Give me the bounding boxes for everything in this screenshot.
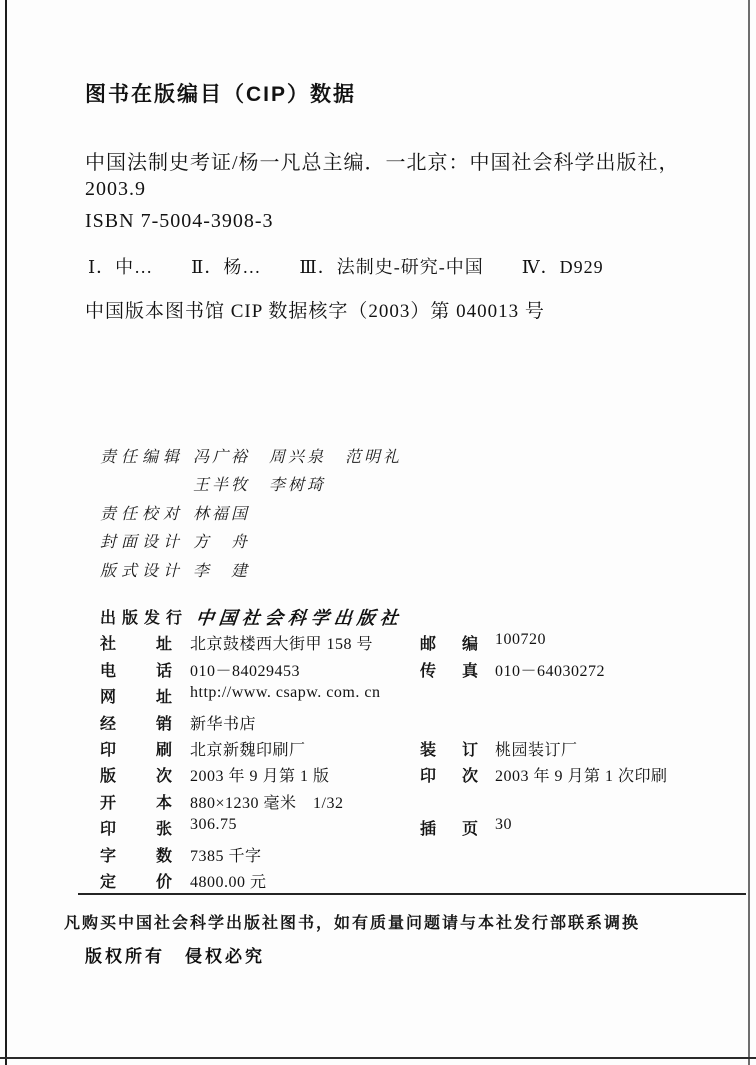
field-label — [100, 816, 172, 839]
isbn-number: ISBN 7-5004-3908-3 — [85, 210, 274, 232]
label-char: 价 — [155, 873, 172, 891]
label-char: 订 — [461, 741, 478, 759]
cip-entry-line2: 2003.9 — [85, 178, 146, 200]
copyright-statement: 版权所有 侵权必究 — [85, 947, 265, 966]
label-char: 次 — [155, 768, 172, 786]
field-value: 新华书店 — [190, 715, 257, 733]
field-label — [100, 631, 172, 654]
publisher-name-script: 中国社会科学出版社 — [194, 608, 404, 628]
field-value-right: 2003 年 9 月第 1 次印刷 — [495, 768, 668, 786]
staff-row — [0, 472, 756, 500]
staff-row — [0, 558, 756, 586]
pub-row-wordcount — [0, 842, 756, 868]
cip-classification-line: Ⅰ．中… Ⅱ．杨… Ⅲ．法制史-研究-中国 Ⅳ．D929 — [88, 257, 604, 277]
field-label-right — [420, 658, 478, 681]
field-label-right — [420, 631, 478, 654]
scan-bottom-edge-line — [0, 1057, 756, 1059]
label-char: 销 — [155, 715, 172, 733]
field-value: 306.75 — [190, 816, 237, 834]
label-char: 张 — [155, 821, 172, 839]
staff-names: 方 舟 — [193, 534, 251, 552]
pub-row-distribution — [0, 710, 756, 736]
editorial-staff-block — [0, 444, 756, 586]
horizontal-divider-rule — [78, 893, 746, 895]
field-label — [100, 843, 172, 866]
staff-row — [0, 529, 756, 557]
label-char: 印 — [100, 741, 117, 759]
pub-row-phone — [0, 657, 756, 683]
label-char: 印 — [420, 768, 437, 786]
label-char: 刷 — [155, 741, 172, 759]
field-value-right: 桃园装订厂 — [495, 741, 578, 759]
quality-notice-text: 凡购买中国社会科学出版社图书，如有质量问题请与本社发行部联系调换 — [64, 915, 641, 932]
field-value-right: 010－64030272 — [495, 662, 606, 680]
label-char: 社 — [100, 636, 117, 654]
field-value: 北京鼓楼西大街甲 158 号 — [190, 636, 374, 654]
publisher-row — [0, 604, 756, 630]
label-char: 数 — [155, 847, 172, 865]
label-char: 真 — [461, 662, 478, 680]
pub-row-edition — [0, 762, 756, 788]
publishing-info-block — [0, 604, 756, 894]
label-char: 编 — [461, 636, 478, 654]
staff-role-label: 责任编辑 — [100, 449, 185, 466]
label-char: 网 — [100, 689, 117, 707]
field-label — [100, 737, 172, 760]
field-value: 880×1230 毫米 1/32 — [190, 794, 344, 812]
field-label — [100, 869, 172, 892]
field-value-right: 100720 — [495, 631, 546, 649]
label-char: 定 — [100, 873, 117, 891]
publisher-label: 出版发行 — [100, 610, 189, 627]
field-value-right: 30 — [495, 816, 512, 834]
field-label — [100, 711, 172, 734]
field-label — [100, 790, 172, 813]
label-char: 装 — [420, 741, 437, 759]
label-char: 址 — [155, 689, 172, 707]
label-char: 次 — [461, 768, 478, 786]
cip-entry-line1: 中国法制史考证/杨一凡总主编．一北京：中国社会科学出版社， — [85, 152, 680, 174]
field-label — [100, 763, 172, 786]
pub-row-price — [0, 868, 756, 894]
field-value: 010－84029453 — [190, 662, 301, 680]
field-label-right — [420, 737, 478, 760]
staff-row — [0, 501, 756, 529]
field-label — [100, 658, 172, 681]
pub-row-website — [0, 683, 756, 709]
field-value: 7385 千字 — [190, 847, 262, 865]
staff-row — [0, 444, 756, 472]
staff-names: 冯广裕 周兴泉 范明礼 — [193, 449, 403, 466]
label-char: 址 — [155, 636, 172, 654]
label-char: 经 — [100, 715, 117, 733]
label-char: 传 — [420, 662, 437, 680]
field-value: 2003 年 9 月第 1 版 — [190, 768, 330, 786]
label-char: 电 — [100, 662, 117, 680]
field-value: http://www. csapw. com. cn — [190, 684, 381, 702]
label-char: 开 — [100, 794, 117, 812]
label-char: 字 — [100, 847, 117, 865]
label-char: 页 — [461, 821, 478, 839]
pub-row-format — [0, 789, 756, 815]
staff-names: 王半牧 李树琦 — [193, 477, 327, 495]
staff-names: 李 建 — [193, 562, 251, 580]
pub-row-sheets — [0, 815, 756, 841]
field-label — [100, 684, 172, 707]
label-char: 本 — [155, 794, 172, 812]
pub-row-printing — [0, 736, 756, 762]
field-value: 北京新魏印刷厂 — [190, 741, 306, 759]
pub-row-address — [0, 630, 756, 656]
staff-role-label: 责任校对 — [100, 505, 185, 523]
label-char: 话 — [155, 662, 172, 680]
field-label-right — [420, 763, 478, 786]
field-label-right — [420, 816, 478, 839]
staff-role-label: 封面设计 — [100, 534, 185, 552]
label-char: 版 — [100, 768, 117, 786]
label-char: 插 — [420, 821, 437, 839]
cip-record-number: 中国版本图书馆 CIP 数据核字（2003）第 040013 号 — [85, 301, 545, 322]
cip-heading: 图书在版编目（CIP）数据 — [85, 83, 357, 106]
label-char: 印 — [100, 821, 117, 839]
label-char: 邮 — [420, 636, 437, 654]
field-value: 4800.00 元 — [190, 873, 267, 891]
staff-role-label: 版式设计 — [100, 562, 185, 580]
staff-names: 林福国 — [193, 505, 251, 523]
